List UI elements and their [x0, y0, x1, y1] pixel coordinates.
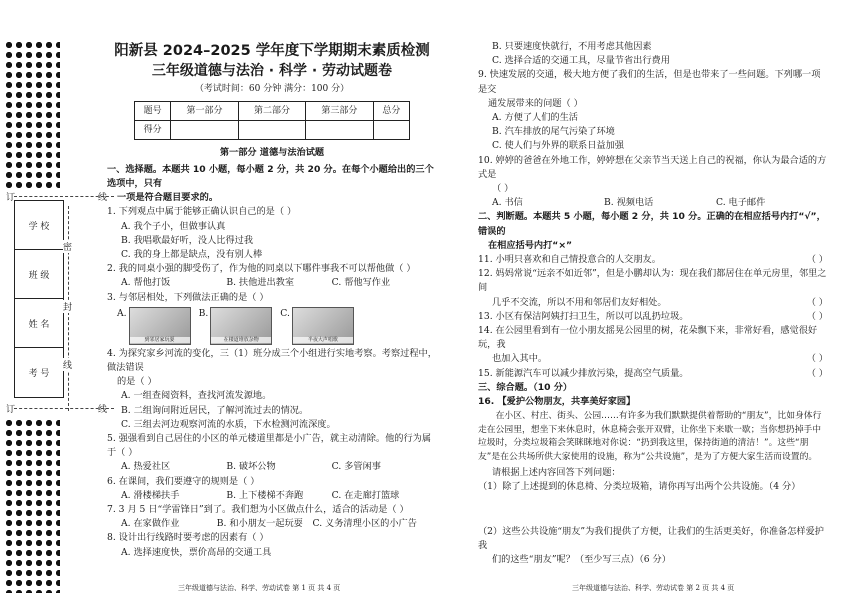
- q3-option-b: [199, 307, 273, 345]
- judge-15-answer[interactable]: （ ）: [806, 367, 828, 379]
- q4-option-a: A. 一组查阅资料，查找河流发源地。: [121, 390, 272, 402]
- q9-option-c: C. 使人们与外界的联系日益加强: [492, 140, 624, 152]
- q1-option-c: C. 我的身上都是缺点，没有别人棒: [121, 249, 263, 261]
- question-10-cont: （ ）: [492, 183, 514, 195]
- q6-options: [107, 489, 437, 503]
- q2-option-b: B. 扶他进出教室: [226, 277, 295, 289]
- q10-option-b: B. 视频电话: [604, 197, 654, 209]
- q4-option-b: B. 二组询问附近居民，了解河流过去的情况。: [121, 404, 309, 416]
- score-table: [134, 101, 410, 140]
- score-cell[interactable]: [238, 120, 305, 139]
- q2-option-c: C. 帮他写作业: [331, 277, 391, 289]
- judge-13: [478, 310, 828, 324]
- part1-header-cont: 一项是符合题目要求的。: [117, 192, 219, 204]
- q1-option-a: A. 我个子小，但做事认真: [121, 220, 226, 232]
- q10-option-a: A. 书信: [492, 197, 523, 209]
- judge-15: [478, 367, 828, 381]
- q5-option-c: C. 多管闲事: [331, 461, 381, 473]
- question-9: 9. 快速发展的交通，极大地方便了我们的生活，但是也带来了一些问题。下列哪一项是交: [478, 69, 821, 95]
- ding-bottom-label: 订: [6, 405, 16, 415]
- name-cell[interactable]: 姓 名: [15, 299, 63, 348]
- question-3: 3. 与邻居相处，下列做法正确的是（ ）: [107, 291, 269, 303]
- question-8: 8. 设计出行线路时要考虑的因素有（ ）: [107, 532, 269, 544]
- q3-pictures: [107, 307, 437, 345]
- question-16-sub-1: （1）除了上述提到的休息椅、分类垃圾箱，请你再写出两个公共设施。（4 分）: [478, 481, 801, 493]
- score-header-cell: 总分: [373, 101, 409, 120]
- feng-label: 封: [63, 300, 72, 313]
- binding-area: [0, 188, 118, 416]
- q3-option-a-caption: 到邻居家玩耍: [130, 337, 190, 343]
- q2-options: [107, 276, 437, 290]
- question-16-prompt: 请根据上述内容回答下列问题：: [492, 467, 621, 479]
- q7-option-b: B. 和小朋友一起玩耍: [216, 518, 303, 530]
- q3-option-a-letter: A.: [117, 307, 127, 319]
- exam-subtitle: 三年级道德与法治 · 科学 · 劳动试题卷: [151, 63, 393, 80]
- score-cell[interactable]: [306, 120, 373, 139]
- question-2: 2. 我的同桌小强的脚受伤了，作为他的同桌以下哪件事我不可以帮他做（ ）: [107, 263, 416, 275]
- part3-header: 三、综合题。（10 分）: [478, 381, 573, 393]
- q3-option-c-caption: 半夜大声唱歌: [293, 337, 353, 343]
- dotted-margin-bottom: [4, 418, 60, 593]
- score-header-cell: 第二部分: [238, 101, 305, 120]
- q6-option-b: B. 上下楼梯不奔跑: [226, 489, 304, 501]
- question-16-title: 16. 【爱护公物朋友，共享美好家园】: [478, 396, 636, 408]
- q6-option-a: A. 滑楼梯扶手: [121, 489, 180, 501]
- q8-option-b: B. 只要速度快就行，不用考虑其他因素: [492, 41, 652, 52]
- q5-option-a: A. 热爱社区: [121, 461, 171, 473]
- night-singing-image: [292, 307, 354, 345]
- visit-neighbor-image: [129, 307, 191, 345]
- exam-info: （考试时间：60 分钟 满分：100 分）: [194, 84, 350, 95]
- binding-line-bottom: [14, 408, 114, 410]
- corridor-clutter-image: [210, 307, 272, 345]
- q7-options: [107, 517, 437, 531]
- page-2: [478, 40, 828, 567]
- judge-13-text: 13. 小区有保洁阿姨打扫卫生，所以可以乱扔垃圾。: [478, 310, 689, 322]
- score-header-cell: 题号: [135, 101, 171, 120]
- q10-options: [478, 196, 828, 210]
- question-16-passage: 在小区、村庄、街头、公园……有许多为我们默默提供着帮助的“朋友”，比如身体行走在公园里，想坐下来休息时，休息椅会张开双臂，让你坐下来歇一歇；当你想扔掉手中垃圾时，分类垃圾箱会笑眯眯地对你说：“扔到我这里，保持街道的清洁！”。这些“朋友”是在公共场所供大家使用的设施，称为“公共设施”，是为了方便大家生活而设置的。: [478, 411, 822, 462]
- class-cell[interactable]: 班 级: [15, 250, 63, 299]
- exam-number-cell[interactable]: 考 号: [28, 368, 50, 379]
- student-info-grid: [14, 200, 64, 398]
- page-1: [107, 40, 437, 560]
- judge-11-answer[interactable]: （ ）: [806, 254, 828, 266]
- q5-option-b: B. 破坏公物: [226, 461, 276, 473]
- page-2-footer: 三年级道德与法治、科学、劳动试卷 第 2 页 共 4 页: [572, 584, 735, 592]
- q8-option-a: A. 选择速度快，票价高昂的交通工具: [121, 546, 272, 558]
- q7-option-c: C. 义务清理小区的小广告: [312, 518, 417, 530]
- judge-13-answer[interactable]: （ ）: [806, 310, 828, 322]
- judge-11-text: 11. 小明只喜欢和自己情投意合的人交朋友。: [478, 254, 661, 266]
- question-10: 10. 婷婷的爸爸在外地工作，婷婷想在父亲节当天送上自己的祝福，你认为最合适的方式是: [478, 154, 827, 180]
- part2-header: 二、判断题。本题共 5 小题，每小题 2 分，共 10 分。正确的在相应括号内打“√”，错误的: [478, 211, 826, 237]
- judge-14-text-cont: 也加入其中。: [492, 353, 548, 365]
- q3-option-c: [280, 307, 354, 345]
- judge-14: [478, 352, 828, 366]
- q3-option-b-letter: B.: [198, 307, 209, 319]
- judge-15-text: 15. 新能源汽车可以减少排放污染，提高空气质量。: [478, 367, 689, 379]
- q1-option-b: B. 我唱歌最好听，没人比得过我: [121, 234, 254, 246]
- q3-option-c-letter: C.: [280, 307, 290, 319]
- q5-options: [107, 460, 437, 474]
- judge-12-answer[interactable]: （ ）: [806, 296, 828, 308]
- part2-header-cont: 在相应括号内打“×”: [488, 239, 573, 251]
- question-6: 6. 在课间，我们要遵守的规则是（ ）: [107, 475, 260, 487]
- exam-title: 阳新县 2024–2025 学年度下学期期末素质检测: [114, 43, 430, 59]
- q8-option-c: C. 选择合适的交通工具，尽量节省出行费用: [492, 55, 670, 67]
- q9-option-a: A. 方便了人们的生活: [492, 112, 578, 124]
- question-7: 7. 3 月 5 日“学雷锋日”到了。我们想为小区做点什么，适合的活动是（ ）: [107, 504, 409, 516]
- page-1-footer: 三年级道德与法治、科学、劳动试卷 第 1 页 共 4 页: [178, 584, 341, 592]
- question-4-cont: 的是（ ）: [117, 376, 157, 388]
- score-header-cell: 第一部分: [171, 101, 238, 120]
- judge-12-text: 12. 妈妈常说“远亲不如近邻”，但是小鹏却认为：现在我们都居住在单元房里，邻里之间: [478, 268, 827, 294]
- judge-11: [478, 253, 828, 267]
- q4-option-c: C. 三组去河边观察河流的水质，下水检测河流深度。: [121, 418, 336, 430]
- question-16-sub-2-cont: 们的这些“朋友”呢？（至少写三点）（6 分）: [492, 554, 671, 566]
- q9-option-b: B. 汽车排放的尾气污染了环境: [492, 126, 615, 138]
- score-cell[interactable]: [171, 120, 238, 139]
- school-cell[interactable]: 学 校: [15, 201, 63, 250]
- section-title: 第一部分 道德与法治试题: [219, 146, 325, 158]
- judge-14-text: 14. 在公园里看到有一位小朋友摇晃公园里的树，花朵飘下来，非常好看，感觉很好玩，我: [478, 325, 818, 351]
- xian-top-label: 线: [98, 193, 108, 203]
- score-header-cell: 第三部分: [306, 101, 373, 120]
- xian-mid-label: 线: [63, 358, 72, 371]
- dotted-margin-top: [4, 40, 60, 188]
- xian-bottom-label: 线: [98, 405, 108, 415]
- q3-option-a: [117, 307, 191, 345]
- question-5: 5. 强强看到自己居住的小区的单元楼道里都是小广告，就主动清除。他的行为属于（ ）: [107, 433, 432, 459]
- q3-option-b-caption: 在楼道堆放杂物: [211, 337, 271, 343]
- score-cell[interactable]: [373, 120, 409, 139]
- judge-12: [478, 296, 828, 310]
- q2-option-a: A. 帮他打饭: [121, 277, 171, 289]
- question-9-cont: 通发展带来的问题（ ）: [488, 97, 583, 109]
- binding-line-top: [14, 196, 114, 198]
- mi-label: 密: [63, 240, 72, 253]
- q7-option-a: A. 在家做作业: [121, 518, 180, 530]
- question-1: 1. 下列观点中属于能够正确认识自己的是（ ）: [107, 206, 297, 218]
- q10-option-c: C. 电子邮件: [716, 197, 766, 209]
- judge-14-answer[interactable]: （ ）: [806, 353, 828, 365]
- score-row-label: 得分: [135, 120, 171, 139]
- judge-12-text-cont: 几乎不交流，所以不用和邻居们友好相处。: [492, 296, 667, 308]
- ding-top-label: 订: [6, 193, 16, 203]
- question-16-sub-2: （2）这些公共设施“朋友”为我们提供了方便，让我们的生活更美好，你准备怎样爱护我: [478, 525, 824, 551]
- q6-option-c: C. 在走廊打篮球: [331, 489, 400, 501]
- question-4: 4. 为探究家乡河流的变化，三（1）班分成三个小组进行实地考察。考察过程中，做法错误: [107, 347, 437, 374]
- part1-header: 一、选择题。本题共 10 小题，每小题 2 分，共 20 分。在每个小题给出的三个选项中，只有: [107, 163, 434, 190]
- answer-space-1[interactable]: [478, 495, 828, 525]
